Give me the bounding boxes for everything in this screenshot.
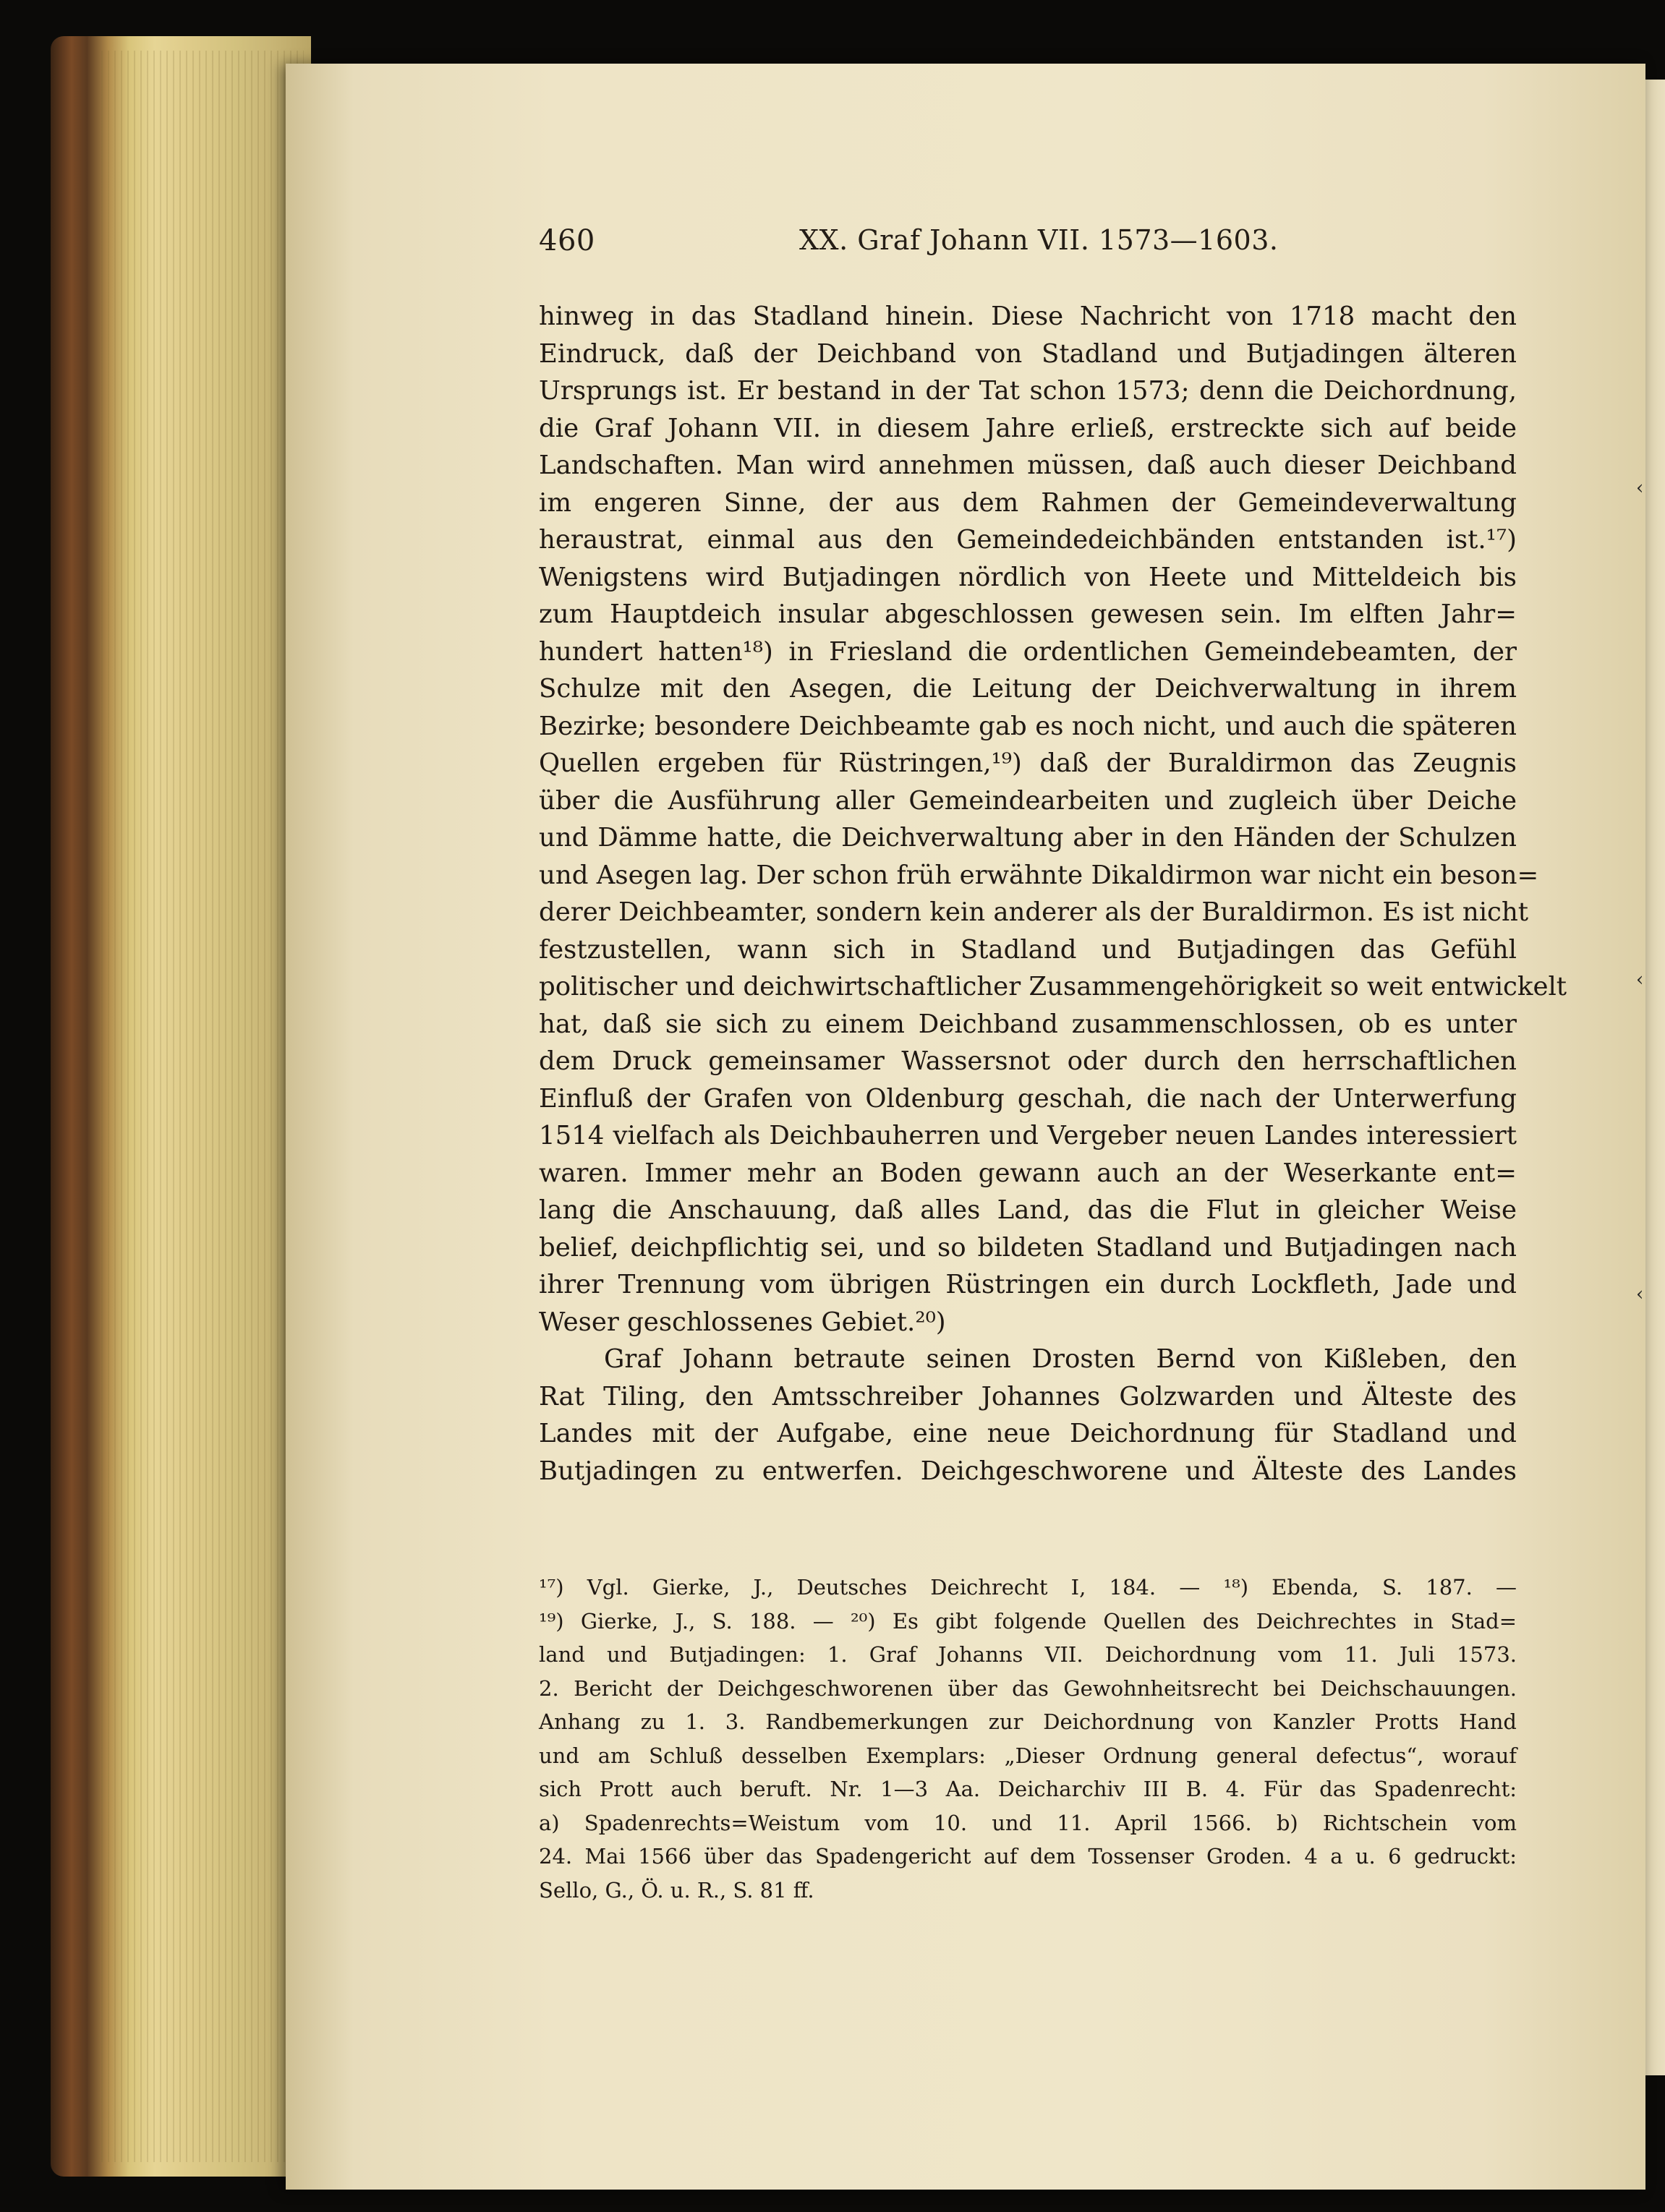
text-line: Rat Tiling, den Amtsschreiber Johannes Golzwarden und Älteste des	[539, 1381, 1517, 1412]
text-line: dem Druck gemeinsamer Wassersnot oder durch den herrschaftlichen	[539, 1046, 1517, 1076]
page-number: 460	[539, 224, 595, 257]
margin-mark: ‹	[1636, 477, 1644, 499]
text-line: die Graf Johann VII. in diesem Jahre erließ, erstreckte sich auf beide	[539, 413, 1517, 443]
text-line: hundert hatten¹⁸) in Friesland die ordentlichen Gemeindebeamten, der	[539, 636, 1517, 667]
footnote-line: und am Schluß desselben Exemplars: „Dieser Ordnung general defectus“, worauf	[539, 1743, 1517, 1768]
text-line: im engeren Sinne, der aus dem Rahmen der Gemeindeverwaltung	[539, 487, 1517, 518]
text-line: Schulze mit den Asegen, die Leitung der Deichverwaltung in ihrem	[539, 674, 1517, 704]
text-line: über die Ausführung aller Gemeindearbeiten und zugleich über Deiche	[539, 785, 1517, 816]
footnote-line: Sello, G., Ö. u. R., S. 81 ff.	[539, 1877, 814, 1903]
running-header	[539, 224, 1530, 268]
footnote-line: ¹⁹) Gierke, J., S. 188. — ²⁰) Es gibt folgende Quellen des Deichrechtes in Stad=	[539, 1608, 1517, 1634]
text-line: Bezirke; besondere Deichbeamte gab es noch nicht, und auch die späteren	[539, 711, 1517, 741]
text-line: Butjadingen zu entwerfen. Deichgeschworene und Älteste des Landes	[539, 1456, 1517, 1486]
running-title: XX. Graf Johann VII. 1573—1603.	[799, 224, 1279, 256]
text-line: derer Deichbeamter, sondern kein anderer als der Buraldirmon. Es ist nicht	[539, 897, 1529, 927]
text-line: waren. Immer mehr an Boden gewann auch an der Weserkante ent=	[539, 1158, 1517, 1188]
paragraph-start-line: Graf Johann betraute seinen Drosten Bernd von Kißleben, den	[604, 1344, 1517, 1374]
footnote-line: 2. Bericht der Deichgeschworenen über das Gewohnheitsrecht bei Deichschauungen.	[539, 1675, 1517, 1701]
footnote-line: Anhang zu 1. 3. Randbemerkungen zur Deichordnung von Kanzler Protts Hand	[539, 1709, 1517, 1734]
text-line: politischer und deichwirtschaftlicher Zusammengehörigkeit so weit entwickelt	[539, 972, 1567, 1002]
text-line: Landschaften. Man wird annehmen müssen, daß auch dieser Deichband	[539, 450, 1517, 480]
text-line: Quellen ergeben für Rüstringen,¹⁹) daß der Buraldirmon das Zeugnis	[539, 748, 1517, 778]
text-line: Eindruck, daß der Deichband von Stadland und Butjadingen älteren	[539, 338, 1517, 369]
text-line: ihrer Trennung vom übrigen Rüstringen ein durch Lockfleth, Jade und	[539, 1270, 1517, 1299]
text-line: lang die Anschauung, daß alles Land, das die Flut in gleicher Weise	[539, 1195, 1517, 1225]
footnote-line: 24. Mai 1566 über das Spadengericht auf dem Tossenser Groden. 4 a u. 6 gedruckt:	[539, 1844, 1517, 1869]
footnote-line: a) Spadenrechts=Weistum vom 10. und 11. April 1566. b) Richtschein vom	[539, 1810, 1517, 1835]
text-line: und Dämme hatte, die Deichverwaltung aber in den Händen der Schulzen	[539, 823, 1517, 853]
text-line: hat, daß sie sich zu einem Deichband zusammenschlossen, ob es unter	[539, 1009, 1517, 1039]
text-line: und Asegen lag. Der schon früh erwähnte Dikaldirmon war nicht ein beson=	[539, 860, 1539, 890]
body-text	[539, 298, 1567, 1490]
text-line: Einfluß der Grafen von Oldenburg geschah, die nach der Unterwerfung	[539, 1083, 1517, 1114]
footnote-line: ¹⁷) Vgl. Gierke, J., Deutsches Deichrecht I, 184. — ¹⁸) Ebenda, S. 187. —	[539, 1575, 1517, 1600]
footnote-line: sich Prott auch beruft. Nr. 1—3 Aa. Deicharchiv III B. 4. Für das Spadenrecht:	[539, 1777, 1517, 1801]
page-edge-texture	[101, 51, 304, 2162]
footnote-line: land und Butjadingen: 1. Graf Johanns VII. Deichordnung vom 11. Juli 1573.	[539, 1642, 1517, 1667]
text-line: zum Hauptdeich insular abgeschlossen gewesen sein. Im elften Jahr=	[539, 599, 1517, 629]
text-line: festzustellen, wann sich in Stadland und Butjadingen das Gefühl	[539, 934, 1517, 965]
text-line: hinweg in das Stadland hinein. Diese Nachricht von 1718 macht den	[539, 302, 1517, 331]
margin-mark: ‹	[1636, 969, 1644, 991]
margin-mark: ‹	[1636, 1284, 1644, 1305]
text-line: belief, deichpflichtig sei, und so bildeten Stadland und Butjadingen nach	[539, 1232, 1517, 1263]
text-line: Ursprungs ist. Er bestand in der Tat schon 1573; denn die Deichordnung,	[539, 376, 1517, 406]
text-line: 1514 vielfach als Deichbauherren und Vergeber neuen Landes interessiert	[539, 1121, 1517, 1150]
text-line: Wenigstens wird Butjadingen nördlich von Heete und Mitteldeich bis	[539, 562, 1517, 592]
text-line: Landes mit der Aufgabe, eine neue Deichordnung für Stadland und	[539, 1419, 1517, 1448]
footnotes	[539, 1571, 1517, 1907]
text-line: Weser geschlossenes Gebiet.²⁰)	[539, 1307, 946, 1337]
text-line: heraustrat, einmal aus den Gemeindedeichbänden entstanden ist.¹⁷)	[539, 525, 1517, 555]
